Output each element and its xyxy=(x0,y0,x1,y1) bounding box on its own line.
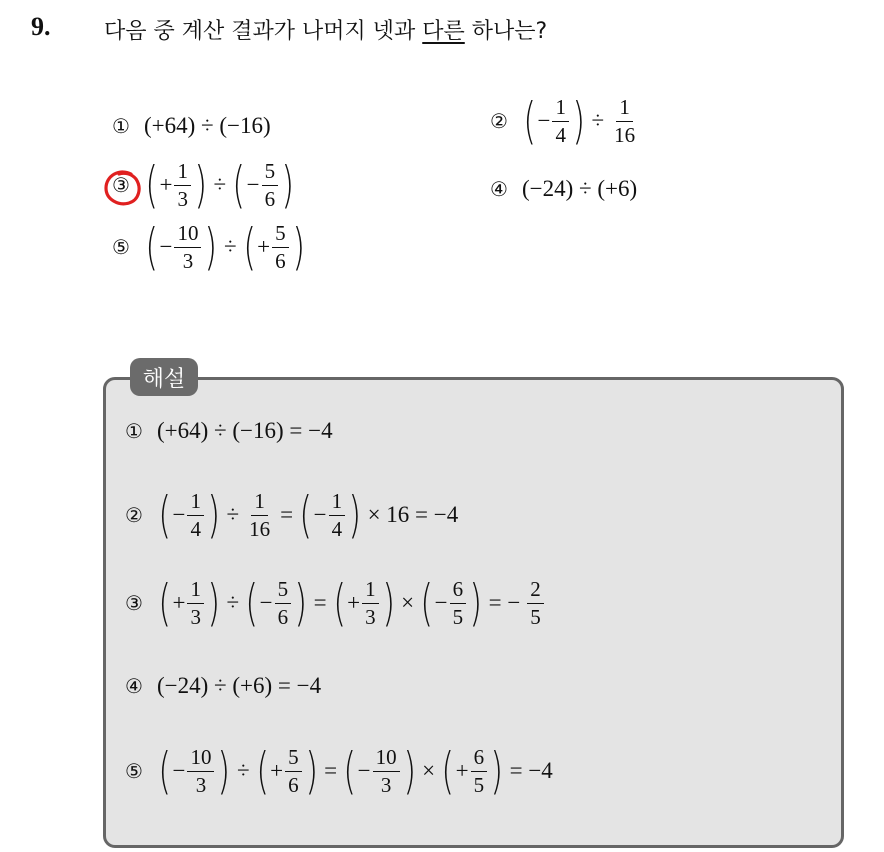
fraction: $\frac{1}{4}$ xyxy=(552,96,569,145)
fraction: $\frac{10}{3}$ xyxy=(373,746,400,795)
fraction: $\frac{1}{3}$ xyxy=(362,578,379,627)
solution-tag: 해설 xyxy=(130,358,198,396)
fraction: $\frac{1}{3}$ xyxy=(187,578,204,627)
paren-close: ) xyxy=(572,92,586,150)
option-5-number: ⑤ xyxy=(112,235,130,259)
solution-line-5: ⑤ ( − $\frac{10}{3}$ ) ÷ ( + $\frac{5}{6}$ ) = ( − $\frac{10}{3}$ ) × ( + $\frac{6}{5}$ ) = −4 xyxy=(125,742,553,800)
sign: − xyxy=(537,108,551,133)
option-1-expr: (+64) ÷ (−16) xyxy=(143,113,271,138)
option-2[interactable] xyxy=(490,92,640,150)
option-1[interactable] xyxy=(112,113,271,139)
fraction: $\frac{5}{6}$ xyxy=(262,160,279,209)
solution-line-4: ④ (−24) ÷ (+6) = −4 xyxy=(125,673,322,698)
fraction: $\frac{1}{16}$ xyxy=(614,95,636,147)
solution-line-3: ③ ( + $\frac{1}{3}$ ) ÷ ( − $\frac{5}{6}$ ) = ( + $\frac{1}{3}$ ) × ( − $\frac{6}{5}$ ) = − $\frac{2}{5}$ xyxy=(125,578,546,628)
option-4-number: ④ xyxy=(490,177,508,201)
fraction: $\frac{10}{3}$ xyxy=(187,746,214,795)
fraction: $\frac{6}{5}$ xyxy=(450,578,467,627)
question-text xyxy=(104,14,547,45)
question-underlined: 다른 xyxy=(422,19,465,44)
answer-circle-mark xyxy=(101,166,145,210)
option-3-number: ③ xyxy=(112,173,130,197)
operator: ÷ xyxy=(223,234,237,259)
question-number: 9. xyxy=(31,12,51,41)
fraction: $\frac{1}{16}$ xyxy=(249,489,271,541)
question-text-before: 다음 중 계산 결과가 나머지 넷과 xyxy=(104,19,423,44)
fraction: $\frac{5}{6}$ xyxy=(275,578,292,627)
fraction: $\frac{5}{6}$ xyxy=(272,222,289,271)
option-3[interactable]: ③ ( + $\frac{1}{3}$ ) ÷ ( − $\frac{5}{6}$ ) xyxy=(112,156,295,214)
fraction: $\frac{10}{3}$ xyxy=(174,222,201,271)
option-4-expr: (−24) ÷ (+6) xyxy=(521,176,638,201)
fraction: $\frac{5}{6}$ xyxy=(285,746,302,795)
option-4[interactable] xyxy=(490,176,637,202)
fraction: $\frac{1}{4}$ xyxy=(187,490,204,539)
solution-line-2: ② ( − $\frac{1}{4}$ ) ÷ $\frac{1}{16}$ = ( − $\frac{1}{4}$ ) × 16 = −4 xyxy=(125,486,459,544)
sign: + xyxy=(159,172,173,197)
solution-line-1 xyxy=(125,418,333,444)
solution-line-1-number: ① xyxy=(125,419,143,443)
sign: − xyxy=(159,234,173,259)
option-5[interactable]: ⑤ ( − $\frac{10}{3}$ ) ÷ ( + $\frac{5}{6}$ ) xyxy=(112,218,305,276)
question-text-after: 하나는? xyxy=(464,19,548,44)
option-2-number: ② xyxy=(490,109,508,133)
fraction: $\frac{1}{4}$ xyxy=(329,490,346,539)
sign: + xyxy=(257,234,271,259)
fraction: $\frac{6}{5}$ xyxy=(471,746,488,795)
sign: − xyxy=(246,172,260,197)
solution-line-1-expr: (+64) ÷ (−16) = −4 xyxy=(156,418,333,443)
fraction: $\frac{1}{3}$ xyxy=(174,160,191,209)
option-1-number: ① xyxy=(112,114,130,138)
operator: ÷ xyxy=(591,108,605,133)
operator: ÷ xyxy=(213,172,227,197)
fraction: $\frac{2}{5}$ xyxy=(527,578,544,627)
paren-open: ( xyxy=(523,92,537,150)
